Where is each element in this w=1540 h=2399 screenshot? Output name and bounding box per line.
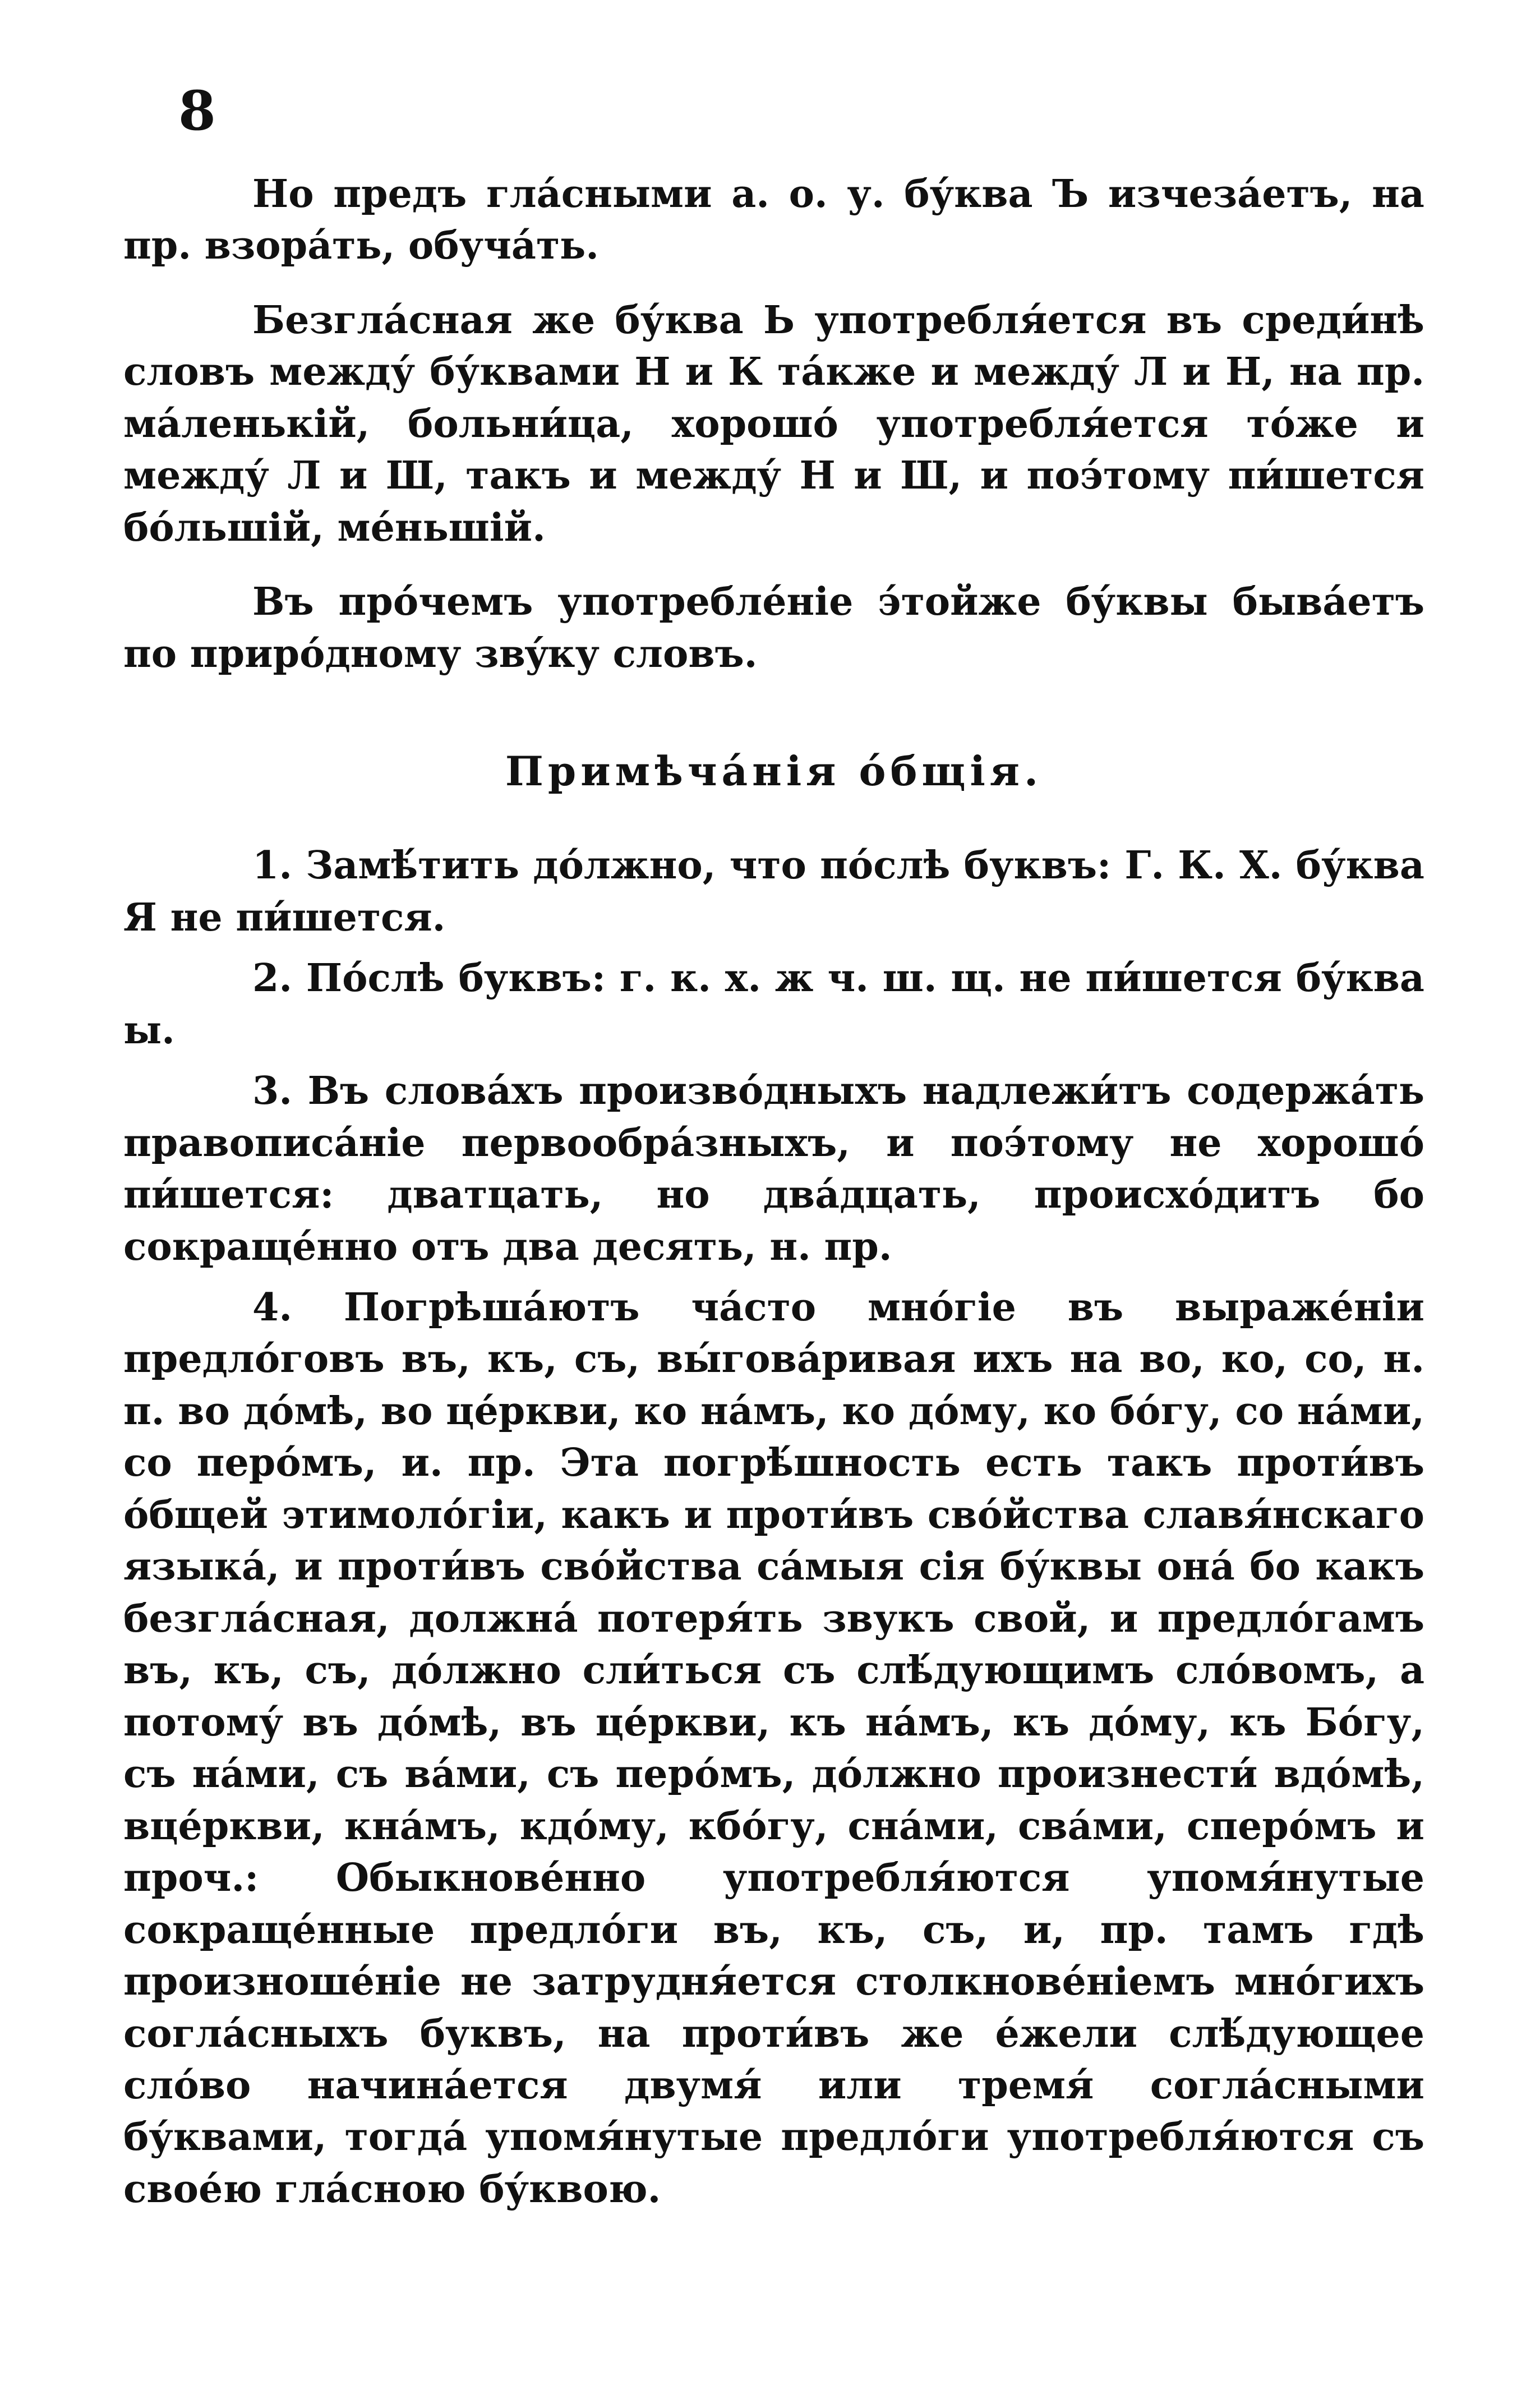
body-text: [123, 168, 1424, 2224]
note-2: 2. По́слѣ буквъ: г. к. х. ж ч. ш. щ. не пи́шется бу́ква ы.: [123, 956, 1424, 1053]
paragraph-other-usage: Въ про́чемъ употребле́ніе э́тойже бу́квы быва́етъ по приро́дному звýку словъ.: [123, 579, 1424, 676]
note-4: 4. Погрѣша́ютъ ча́сто мно́гіе въ выраже́ніи предло́говъ въ, къ, съ, вы́гова́ривая ихъ на во, ко, со, н. п. во до́мѣ, во це́ркви, ко на́мъ, ко до́му, ко бо́гу, со на́ми, со перо́мъ, и. пр. Эта погрѣ́шность есть такъ проти́въ о́бщей этимоло́гіи, какъ и проти́въ сво́йства славя́нскаго языка́, и проти́въ сво́йства са́мыя сія бу́квы она́ бо какъ безгла́сная, должна́ потеря́ть звукъ свой, и предло́гамъ въ, къ, съ, до́лжно сли́ться съ слѣ́дующимъ сло́вомъ, а потому́ въ до́мѣ, въ це́ркви, къ на́мъ, къ до́му, къ Бо́гу, съ на́ми, съ ва́ми, съ перо́мъ, до́лжно произнести́ вдо́мѣ, вце́ркви, кна́мъ, кдо́му, кбо́гу, сна́ми, сва́ми, сперо́мъ и проч.: Обыкнове́нно употребля́ются упомя́нутые сокраще́нные предло́ги въ, къ, съ, и, пр. тамъ гдѣ произноше́ніе не затрудня́ется столкнове́ніемъ мно́гихъ согла́сныхъ буквъ, на проти́въ же е́жели слѣ́дующее сло́во начина́ется двумя́ или тремя́ согла́сными бу́квами, тогда́ упомя́нутые предло́ги употребля́ются съ свое́ю гла́сною бу́квою.: [123, 1284, 1424, 2212]
paragraph-hard-sign: Но предъ гла́сными а. о. у. бу́ква Ъ изчеза́етъ, на пр. взора́ть, обуча́ть.: [123, 172, 1424, 269]
note-3: 3. Въ слова́хъ произво́дныхъ надлежи́тъ содержа́ть правописа́ніе первообра́зныхъ, и поэ́тому не хорошо́ пи́шется: дватцать, но два́дцать, происхо́дитъ бо сокраще́нно отъ два десять, н. пр.: [123, 1069, 1424, 1269]
paragraph-soft-sign: Безгла́сная же бу́ква Ь употребля́ется въ среди́нѣ словъ между́ бу́квами Н и К та́кже и между́ Л и Н, на пр. ма́ленькій, больни́ца, хорошо́ употребля́ется то́же и между́ Л и Ш, такъ и между́ Н и Ш, и поэ́тому пи́шется бо́льшій, ме́ньшій.: [123, 297, 1424, 550]
section-heading: Примѣча́нія о́бщія.: [505, 747, 1043, 795]
page-number: 8: [178, 79, 216, 142]
note-1: 1. Замѣ́тить до́лжно, что по́слѣ буквъ: Г. К. Х. бу́ква Я не пи́шется.: [123, 843, 1424, 940]
